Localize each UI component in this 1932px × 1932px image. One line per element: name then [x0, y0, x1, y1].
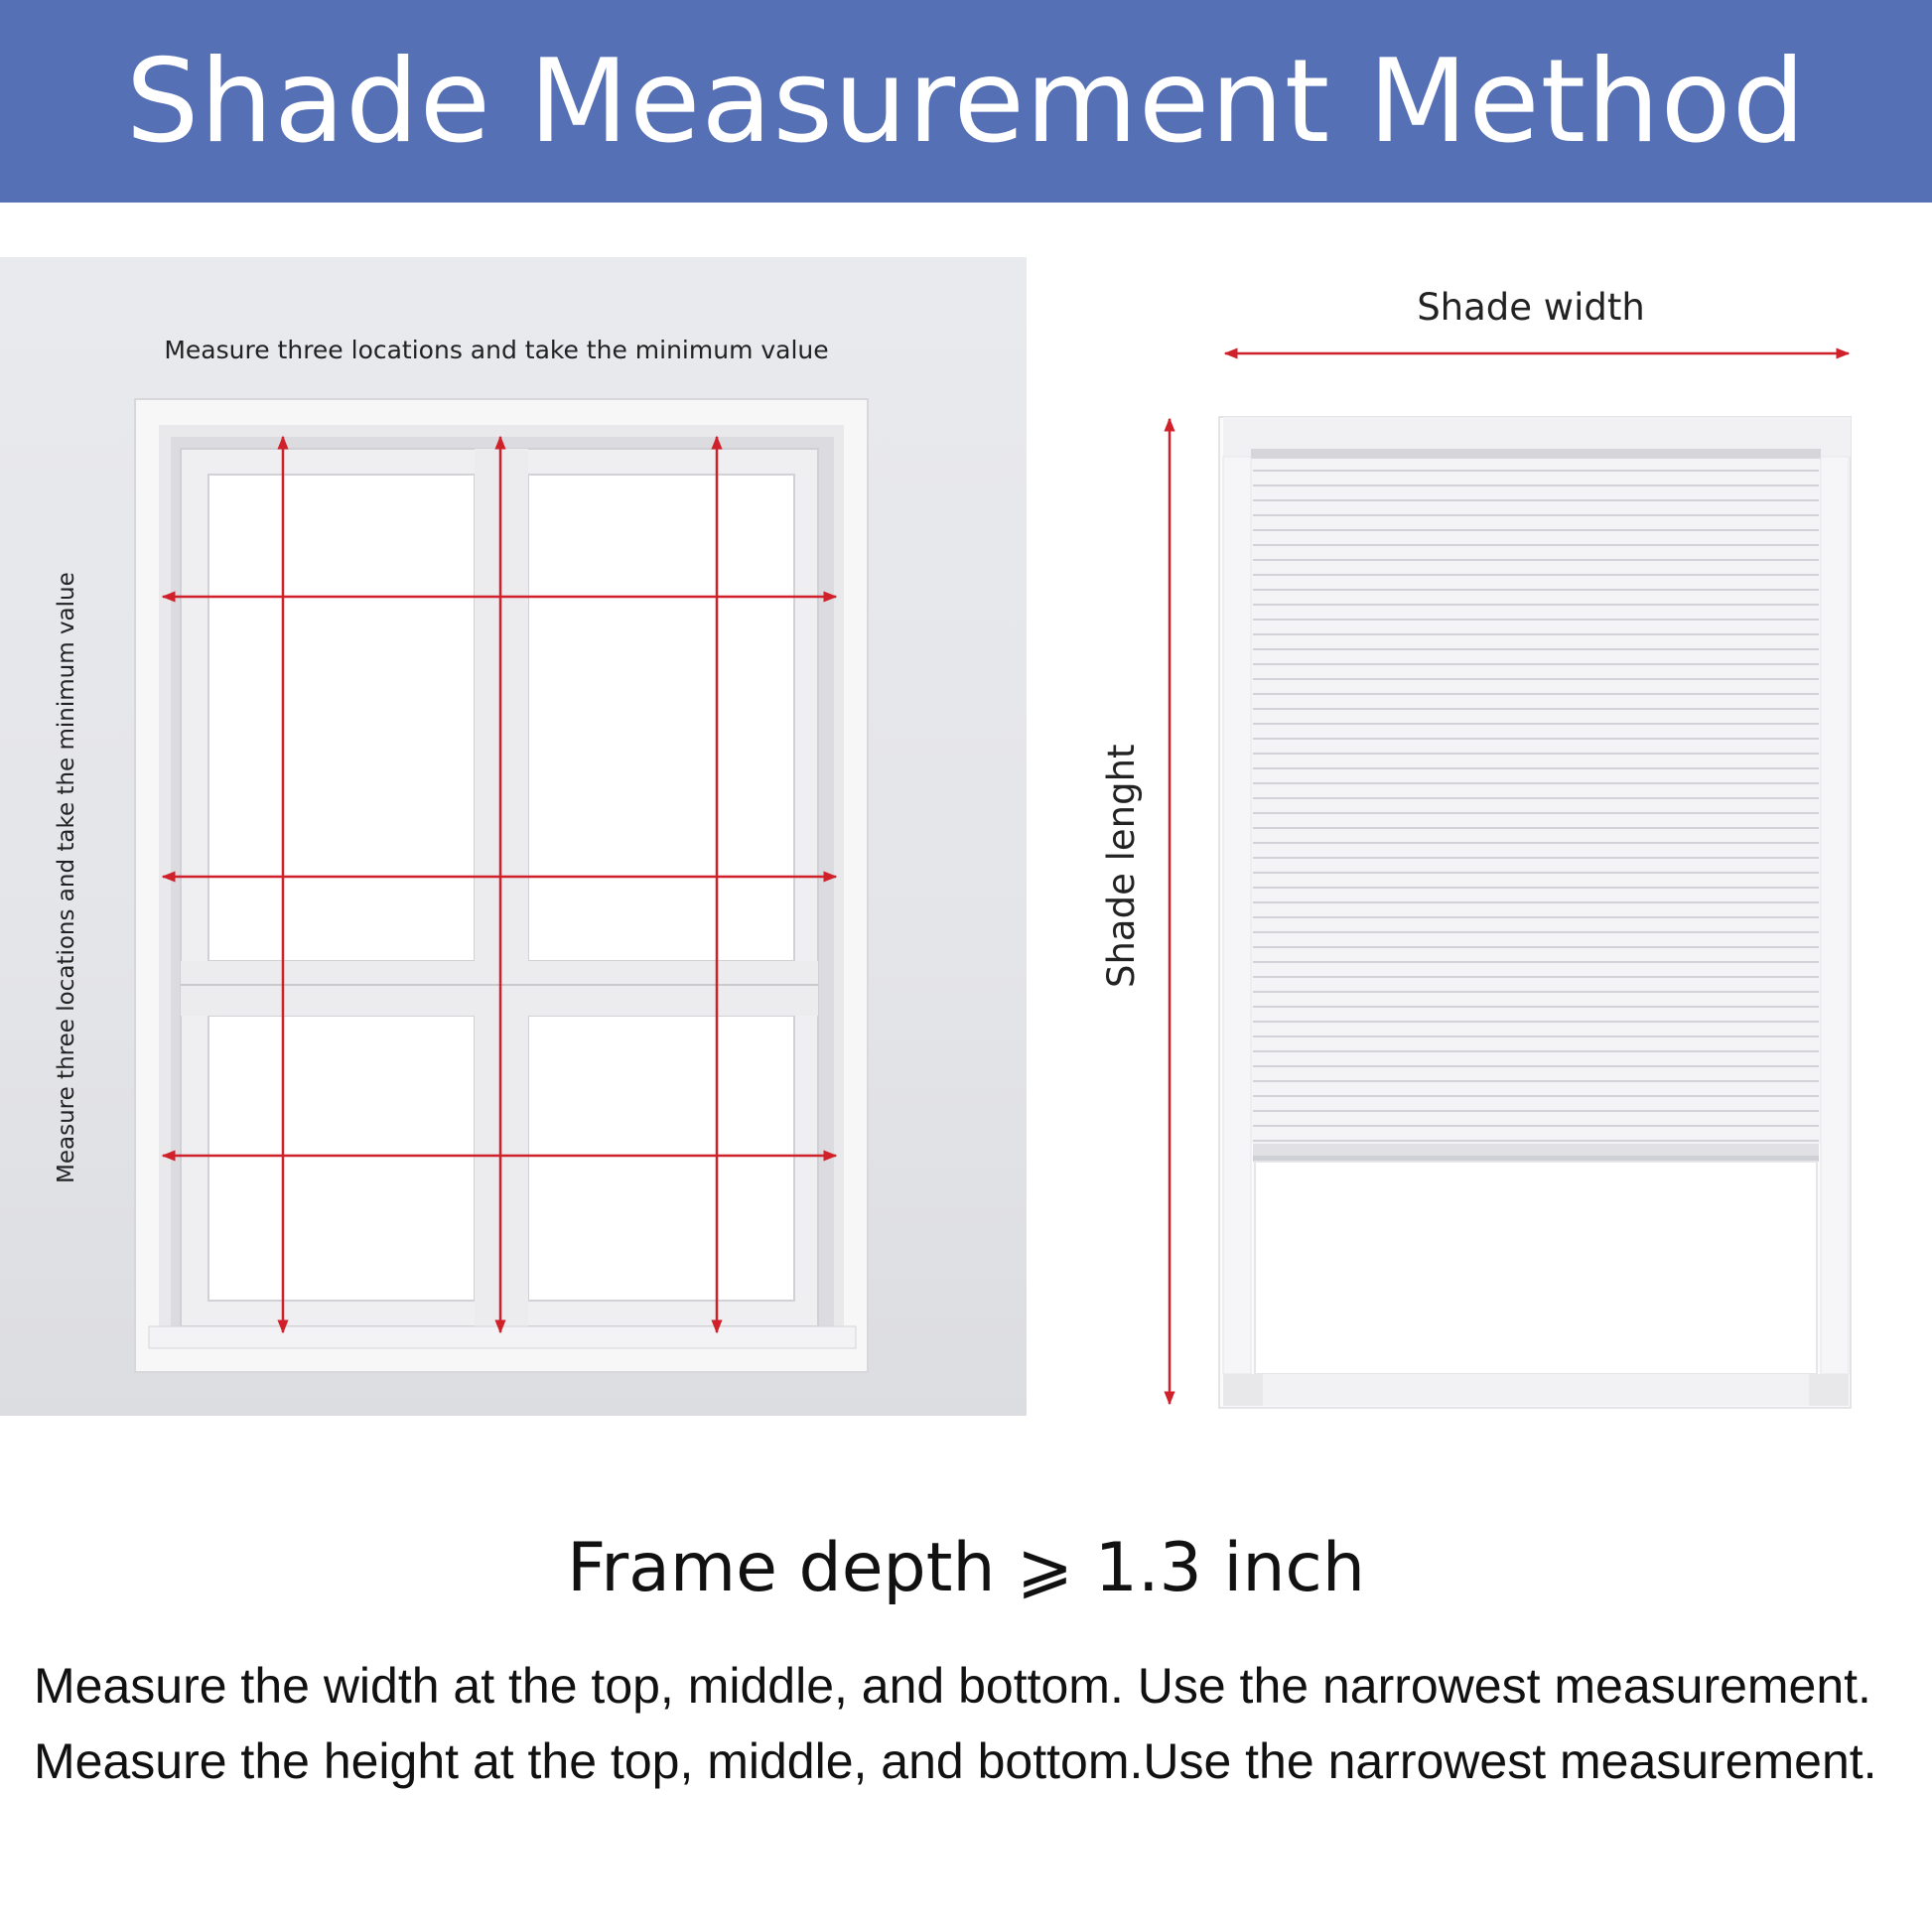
left-top-label: Measure three locations and take the minimum value [164, 336, 829, 364]
instruction-width: Measure the width at the top, middle, and bottom. Use the narrowest measurement. [34, 1658, 1871, 1714]
instructions [34, 1648, 1920, 1799]
instruction-height: Measure the height at the top, middle, and bottom.Use the narrowest measurement. [34, 1733, 1877, 1789]
left-side-label: Measure three locations and take the minimum value [54, 572, 79, 1183]
frame-depth-note: Frame depth ⩾ 1.3 inch [567, 1529, 1365, 1607]
shade-length-label: Shade lenght [1100, 744, 1143, 988]
shade-illustration [1219, 417, 1851, 1408]
page-title: Shade Measurement Method [125, 34, 1807, 169]
shade-width-label: Shade width [1417, 286, 1645, 329]
